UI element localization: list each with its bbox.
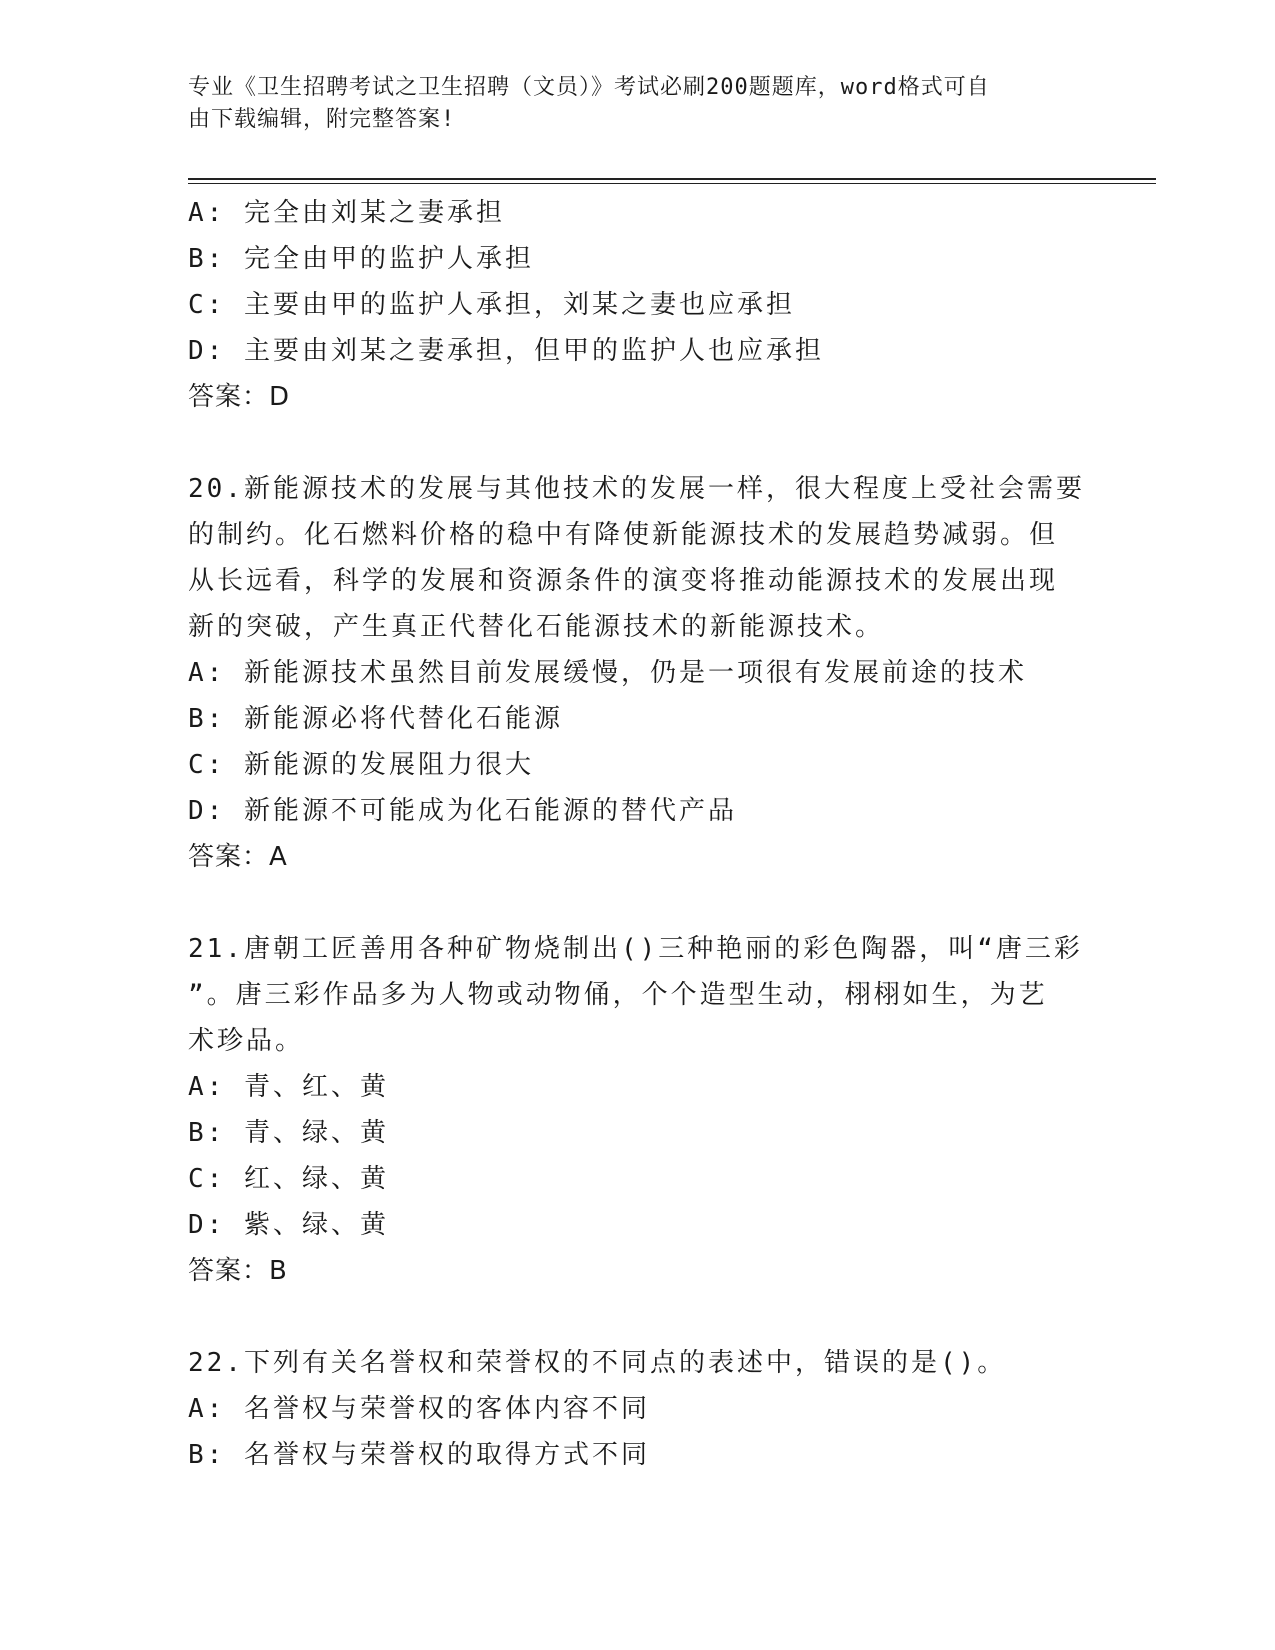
option-b: B: 青、绿、黄 <box>188 1118 389 1148</box>
header-line-2: 由下载编辑，附完整答案! <box>188 107 456 132</box>
spacer <box>188 420 1088 466</box>
question-19 <box>188 190 1088 420</box>
question-22 <box>188 1340 1088 1478</box>
stem-line: 新的突破，产生真正代替化石能源技术的新能源技术。 <box>188 612 885 642</box>
option-d: D: 紫、绿、黄 <box>188 1210 389 1240</box>
question-20 <box>188 466 1088 880</box>
stem-line: 20.新能源技术的发展与其他技术的发展一样，很大程度上受社会需要 <box>188 474 1085 504</box>
spacer <box>188 880 1088 926</box>
question-stem <box>188 466 1088 650</box>
stem-line: 从长远看，科学的发展和资源条件的演变将推动能源技术的发展出现 <box>188 566 1059 596</box>
option-b: B: 新能源必将代替化石能源 <box>188 704 563 734</box>
document-header <box>188 72 1068 136</box>
option-c: C: 新能源的发展阻力很大 <box>188 750 534 780</box>
option-a: A: 名誉权与荣誉权的客体内容不同 <box>188 1394 650 1424</box>
question-content <box>188 190 1088 1478</box>
stem-line: ”。唐三彩作品多为人物或动物俑，个个造型生动，栩栩如生，为艺 <box>188 980 1048 1010</box>
answer-line: 答案：B <box>188 1256 288 1286</box>
header-line-1: 专业《卫生招聘考试之卫生招聘（文员）》考试必刷200题题库，word格式可自 <box>188 75 990 100</box>
stem-line: 的制约。化石燃料价格的稳中有降使新能源技术的发展趋势减弱。但 <box>188 520 1059 550</box>
stem-line: 术珍品。 <box>188 1026 305 1056</box>
answer-line: 答案：D <box>188 382 291 412</box>
option-d: D: 主要由刘某之妻承担，但甲的监护人也应承担 <box>188 336 824 366</box>
option-c: C: 主要由甲的监护人承担，刘某之妻也应承担 <box>188 290 795 320</box>
stem-line: 21.唐朝工匠善用各种矿物烧制出()三种艳丽的彩色陶器，叫“唐三彩 <box>188 934 1083 964</box>
option-b: B: 名誉权与荣誉权的取得方式不同 <box>188 1440 650 1470</box>
question-21 <box>188 926 1088 1294</box>
spacer <box>188 1294 1088 1340</box>
option-a: A: 新能源技术虽然目前发展缓慢，仍是一项很有发展前途的技术 <box>188 658 1027 688</box>
question-stem <box>188 926 1088 1064</box>
option-c: C: 红、绿、黄 <box>188 1164 389 1194</box>
question-stem <box>188 1340 1088 1386</box>
header-rule-thick <box>188 178 1156 180</box>
header-rule-thin <box>188 183 1156 184</box>
option-a: A: 青、红、黄 <box>188 1072 389 1102</box>
option-b: B: 完全由甲的监护人承担 <box>188 244 534 274</box>
stem-line: 22.下列有关名誉权和荣誉权的不同点的表述中，错误的是()。 <box>188 1348 1007 1378</box>
option-a: A: 完全由刘某之妻承担 <box>188 198 505 228</box>
option-d: D: 新能源不可能成为化石能源的替代产品 <box>188 796 737 826</box>
answer-line: 答案：A <box>188 842 288 872</box>
